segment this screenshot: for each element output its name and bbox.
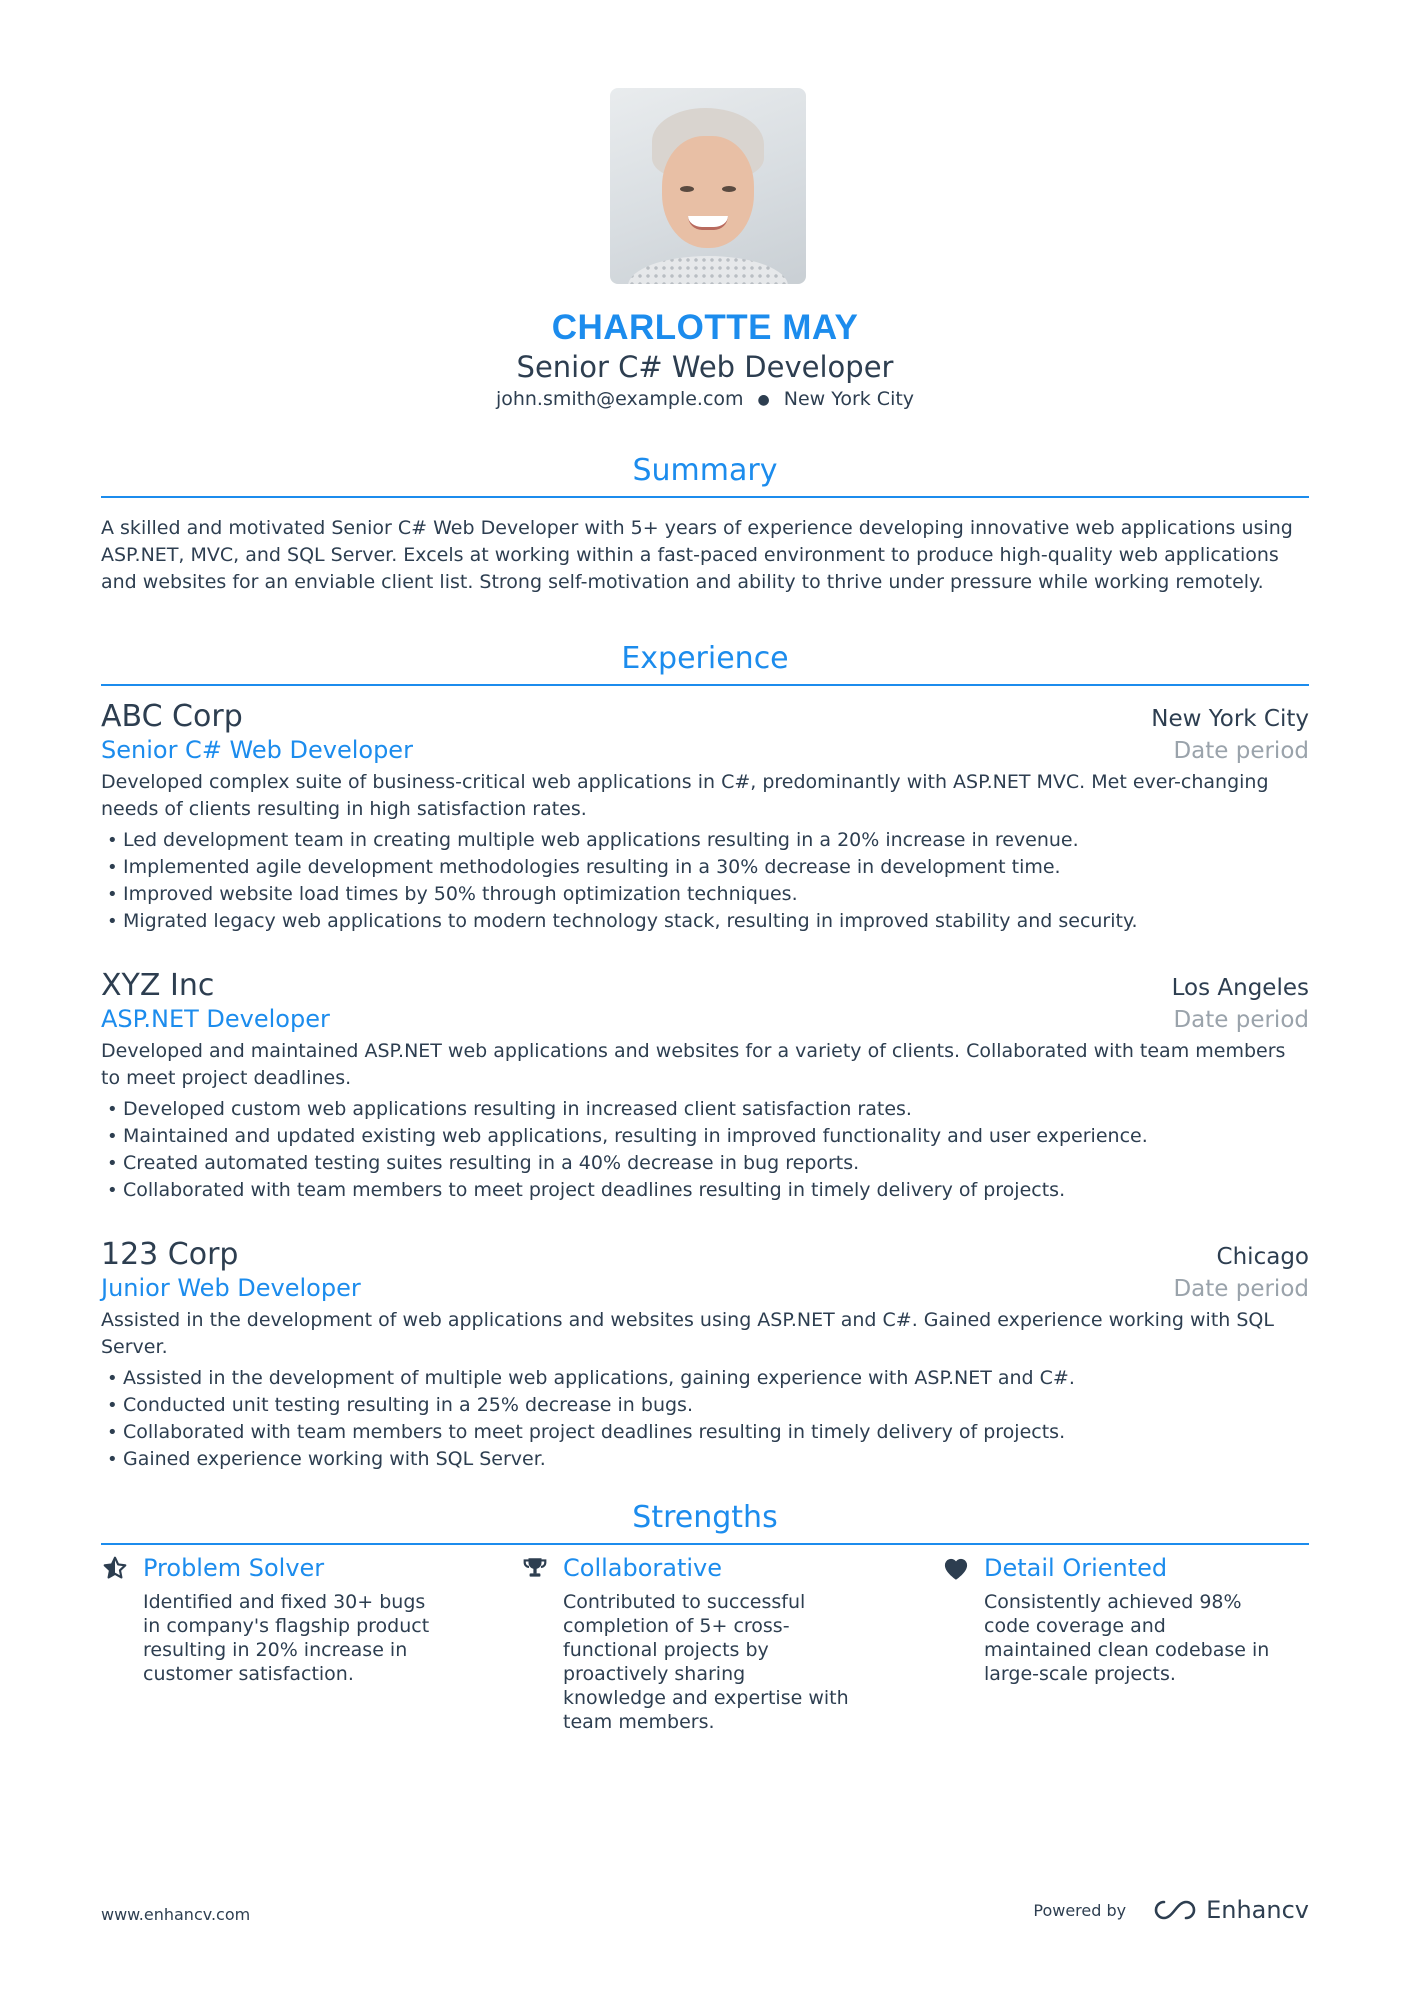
job-location: Chicago xyxy=(1216,1244,1309,1270)
summary-heading: Summary xyxy=(101,453,1309,498)
powered-by-label: Powered by xyxy=(1033,1900,1127,1920)
candidate-name: CHARLOTTE MAY xyxy=(551,308,859,347)
job-bullet: • Migrated legacy web applications to modern technology stack, resulting in improved stability and security. xyxy=(101,908,1309,935)
experience-item xyxy=(101,1237,1309,1473)
strength-title: Detail Oriented xyxy=(984,1554,1168,1582)
job-location: New York City xyxy=(1151,706,1309,732)
company-name: 123 Corp xyxy=(101,1237,239,1272)
job-bullet: • Created automated testing suites resulting in a 40% decrease in bug reports. xyxy=(101,1150,1309,1177)
job-bullet: • Led development team in creating multiple web applications resulting in a 20% increase in revenue. xyxy=(101,827,1309,854)
job-bullet: • Implemented agile development methodologies resulting in a 30% decrease in development time. xyxy=(101,854,1309,881)
job-description: Assisted in the development of web applications and websites using ASP.NET and C#. Gained experience working with SQL Server. xyxy=(101,1309,1274,1358)
job-location: Los Angeles xyxy=(1171,975,1309,1001)
company-name: ABC Corp xyxy=(101,699,243,734)
strength-item xyxy=(942,1554,1272,1686)
experience-item xyxy=(101,699,1309,935)
job-date: Date period xyxy=(1173,1276,1309,1302)
strengths-heading: Strengths xyxy=(101,1500,1309,1545)
job-date: Date period xyxy=(1173,738,1309,764)
enhancv-logo[interactable] xyxy=(1152,1896,1309,1924)
company-name: XYZ Inc xyxy=(101,968,215,1003)
footer-branding xyxy=(1033,1896,1309,1924)
job-bullet: • Improved website load times by 50% through optimization techniques. xyxy=(101,881,1309,908)
job-bullets xyxy=(101,1365,1309,1473)
job-bullets xyxy=(101,1096,1309,1204)
contact-email[interactable]: john.smith@example.com xyxy=(495,388,744,410)
job-title: Junior Web Developer xyxy=(101,1274,361,1302)
separator-dot: ● xyxy=(757,391,770,408)
candidate-role: Senior C# Web Developer xyxy=(516,350,894,384)
strength-title: Problem Solver xyxy=(143,1554,325,1582)
profile-photo xyxy=(610,88,806,284)
strength-description: Identified and fixed 30+ bugs in company's flagship product resulting in 20% increase in customer satisfaction. xyxy=(143,1591,430,1685)
strength-description: Consistently achieved 98% code coverage and maintained clean codebase in large-scale projects. xyxy=(984,1591,1270,1685)
job-bullet: • Collaborated with team members to meet project deadlines resulting in timely delivery of projects. xyxy=(101,1419,1309,1446)
contact-line xyxy=(0,388,1410,410)
job-bullet: • Assisted in the development of multiple web applications, gaining experience with ASP.NET and C#. xyxy=(101,1365,1309,1392)
job-bullet: • Conducted unit testing resulting in a 25% decrease in bugs. xyxy=(101,1392,1309,1419)
job-description: Developed complex suite of business-critical web applications in C#, predominantly with ASP.NET MVC. Met ever-changing needs of clients resulting in high satisfaction rates. xyxy=(101,771,1269,820)
job-bullet: • Developed custom web applications resulting in increased client satisfaction rates. xyxy=(101,1096,1309,1123)
job-date: Date period xyxy=(1173,1007,1309,1033)
job-title: Senior C# Web Developer xyxy=(101,736,413,764)
strength-description: Contributed to successful completion of 5+ cross-functional projects by proactively sharing knowledge and expertise with team members. xyxy=(563,1591,849,1733)
summary-text: A skilled and motivated Senior C# Web Developer with 5+ years of experience developing innovative web applications using ASP.NET, MVC, and SQL Server. Excels at working within a fast-paced environment to produce high-quality web applications and websites for an enviable client list. Strong self-motivation and ability to thrive under pressure while working remotely. xyxy=(101,517,1293,593)
footer-website-link[interactable]: www.enhancv.com xyxy=(101,1905,251,1924)
heart-icon xyxy=(942,1554,970,1582)
star-icon xyxy=(101,1554,129,1582)
strength-item xyxy=(101,1554,431,1686)
job-bullet: • Gained experience working with SQL Server. xyxy=(101,1446,1309,1473)
trophy-icon xyxy=(521,1554,549,1582)
job-bullet: • Collaborated with team members to meet project deadlines resulting in timely delivery of projects. xyxy=(101,1177,1309,1204)
enhancv-logo-icon xyxy=(1152,1898,1198,1922)
job-description: Developed and maintained ASP.NET web applications and websites for a variety of clients. Collaborated with team members to meet project deadlines. xyxy=(101,1040,1286,1089)
job-bullet: • Maintained and updated existing web applications, resulting in improved functionality and user experience. xyxy=(101,1123,1309,1150)
brand-name: Enhancv xyxy=(1206,1896,1309,1924)
strength-title: Collaborative xyxy=(563,1554,723,1582)
strength-item xyxy=(521,1554,851,1734)
experience-heading: Experience xyxy=(101,641,1309,686)
contact-location: New York City xyxy=(783,388,915,410)
job-title: ASP.NET Developer xyxy=(101,1005,330,1033)
job-bullets xyxy=(101,827,1309,935)
experience-item xyxy=(101,968,1309,1204)
